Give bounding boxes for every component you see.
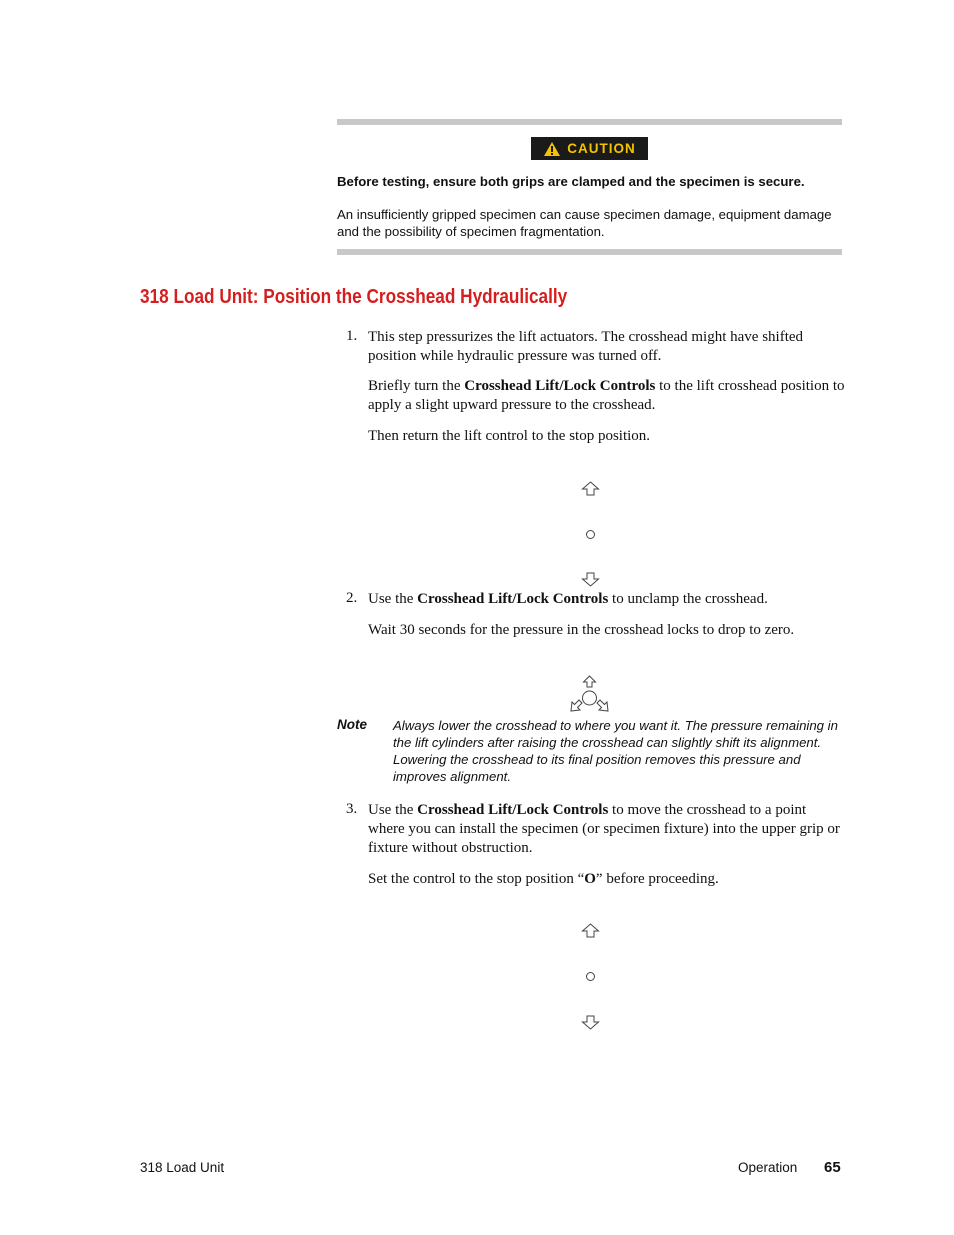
caution-bottom-rule xyxy=(337,249,842,255)
caution-badge-label: CAUTION xyxy=(567,141,636,156)
step-1-control-name: Crosshead Lift/Lock Controls xyxy=(464,378,656,394)
arrow-down-icon xyxy=(581,572,600,587)
stop-circle-icon xyxy=(585,529,596,540)
step-3-text-post: to move the crosshead to a point where you can install the specimen (or specimen fixture) into the upper grip or fixture without obstruction. xyxy=(368,802,840,856)
step-3-stop-pre: Set the control to the stop position “ xyxy=(368,871,585,887)
step-3-stop xyxy=(368,870,846,889)
step-3-stop-symbol: O xyxy=(584,871,596,887)
section-title: 318 Load Unit: Position the Crosshead Hydraulically xyxy=(140,286,568,308)
unclamp-control-icon xyxy=(569,675,611,713)
warning-triangle-icon xyxy=(543,141,561,157)
stop-circle-icon xyxy=(585,971,596,982)
step-2-control-name: Crosshead Lift/Lock Controls xyxy=(417,591,609,607)
step-3-text-pre: Use the xyxy=(368,802,418,818)
step-2-wait: Wait 30 seconds for the pressure in the crosshead locks to drop to zero. xyxy=(368,622,795,638)
step-2-text-post: to unclamp the crosshead. xyxy=(608,591,768,607)
step-1-return: Then return the lift control to the stop position. xyxy=(368,428,651,444)
arrow-up-icon xyxy=(581,481,600,496)
step-3-number: 3. xyxy=(346,801,358,817)
step-1-instruction-pre: Briefly turn the xyxy=(368,378,465,394)
step-3-stop-post: ” before proceeding. xyxy=(595,871,719,887)
page-number: 65 xyxy=(824,1159,841,1176)
footer-doc-title: 318 Load Unit xyxy=(140,1160,225,1175)
arrow-down-icon xyxy=(581,1015,600,1030)
step-1-instruction-post: to the lift crosshead position to apply a slight upward pressure to the crosshead. xyxy=(368,378,845,413)
step-1-instruction xyxy=(368,377,846,415)
step-2-text-pre: Use the xyxy=(368,591,418,607)
footer-section: Operation xyxy=(738,1160,798,1175)
step-3-text xyxy=(368,801,846,858)
caution-badge xyxy=(531,137,648,160)
caution-headline: Before testing, ensure both grips are clamped and the specimen is secure. xyxy=(337,174,805,189)
step-3-control-name: Crosshead Lift/Lock Controls xyxy=(417,802,609,818)
arrow-up-icon xyxy=(581,923,600,938)
note-text: Always lower the crosshead to where you want it. The pressure remaining in the lift cylinders after raising the crosshead can slightly shift its alignment. Lowering the crosshead to its final position removes this pressure and improves alignment. xyxy=(393,718,838,784)
caution-top-rule xyxy=(337,119,842,125)
step-1-text: This step pressurizes the lift actuators. The crosshead might have shifted position while hydraulic pressure was turned off. xyxy=(368,329,804,364)
step-2-number: 2. xyxy=(346,590,358,606)
caution-body: An insufficiently gripped specimen can cause specimen damage, equipment damage and the possibility of specimen fragmentation. xyxy=(337,207,832,239)
step-2-text xyxy=(368,590,846,609)
note-label: Note xyxy=(337,717,367,732)
step-1-number: 1. xyxy=(346,328,358,344)
